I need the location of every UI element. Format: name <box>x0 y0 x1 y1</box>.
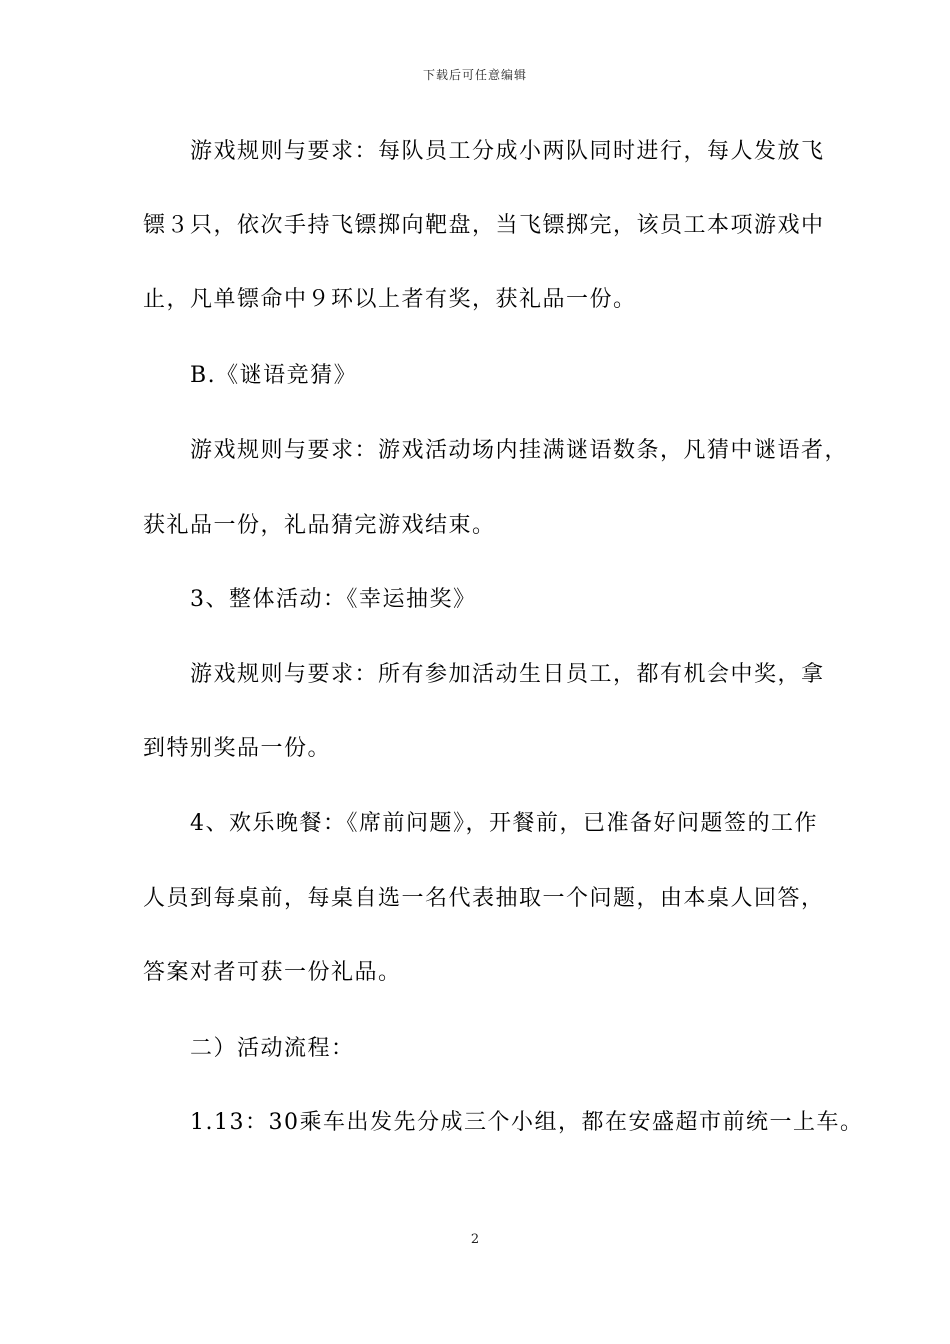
page-header: 下载后可任意编辑 <box>422 68 527 82</box>
paragraph-line: 获礼品一份，礼品猜完游戏结束。 <box>143 513 496 538</box>
paragraph-line: 游戏规则与要求：每队员工分成小两队同时进行，每人发放飞 <box>190 139 825 164</box>
paragraph-line: 1.13：30乘车出发先分成三个小组，都在安盛超市前统一上车。 <box>190 1110 864 1135</box>
paragraph-line: 4、欢乐晚餐：《席前问题》，开餐前，已准备好问题签的工作 <box>190 811 818 836</box>
page-number: 2 <box>470 1232 480 1247</box>
paragraph-line: 人员到每桌前，每桌自选一名代表抽取一个问题，由本桌人回答， <box>143 886 825 911</box>
section-heading: B.《谜语竞猜》 <box>190 363 358 388</box>
section-heading: 3、整体活动：《幸运抽奖》 <box>190 587 477 612</box>
paragraph-line: 游戏规则与要求：所有参加活动生日员工，都有机会中奖，拿 <box>190 662 825 687</box>
paragraph-line: 游戏规则与要求：游戏活动场内挂满谜语数条，凡猜中谜语者， <box>190 438 849 463</box>
paragraph-line: 答案对者可获一份礼品。 <box>143 960 402 985</box>
paragraph-line: 止，凡单镖命中９环以上者有奖，获礼品一份。 <box>143 287 637 312</box>
paragraph-line: 镖３只，依次手持飞镖掷向靶盘，当飞镖掷完，该员工本项游戏中 <box>143 213 825 238</box>
paragraph-line: 到特别奖品一份。 <box>143 736 332 761</box>
section-heading: 二）活动流程： <box>190 1036 355 1061</box>
